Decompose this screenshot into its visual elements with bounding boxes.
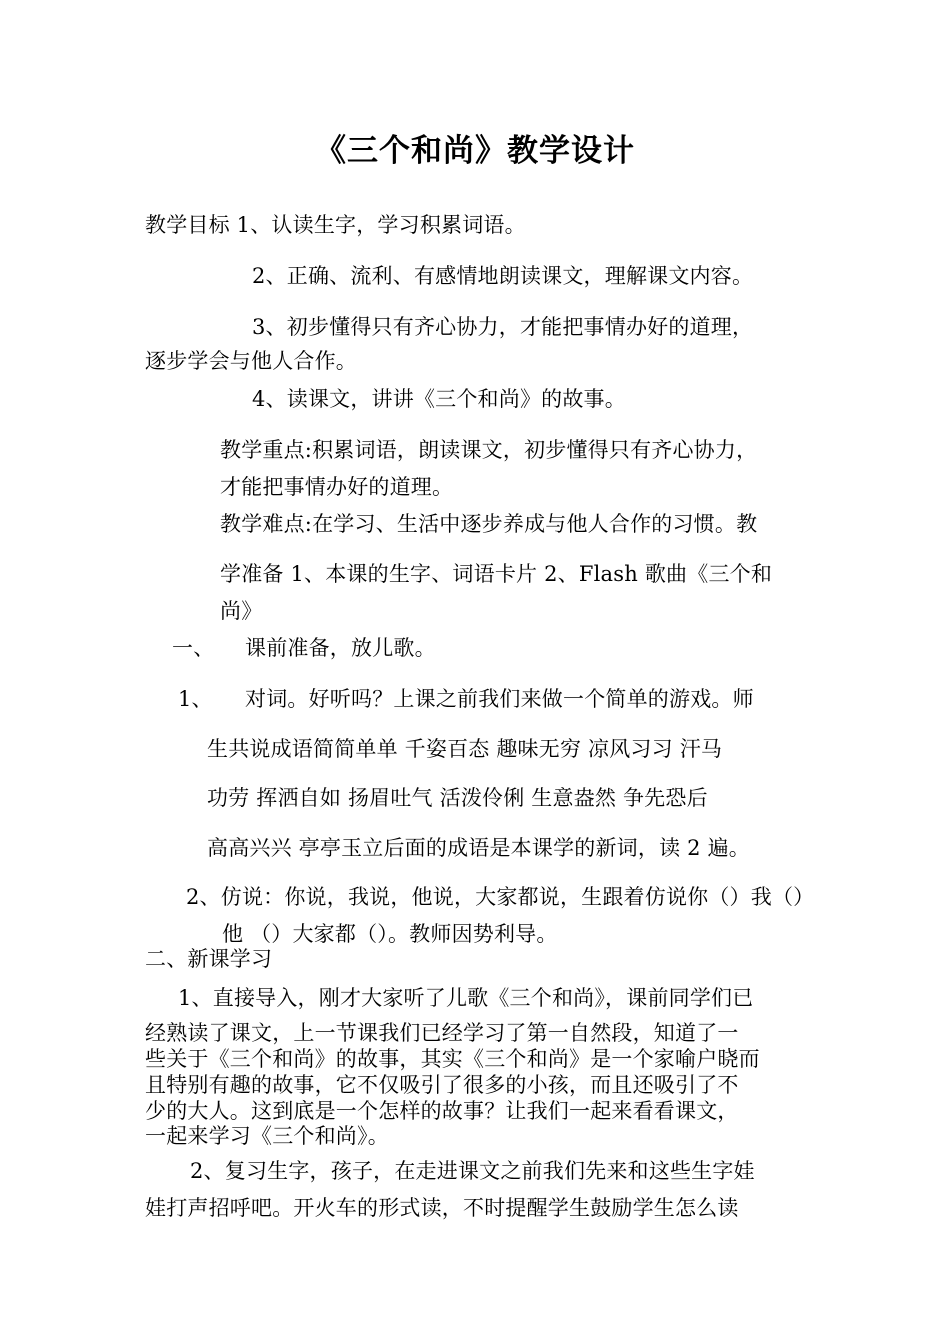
item-1-line-4: 高高兴兴 亭亭玉立后面的成语是本课学的新词，读 2 遍。	[207, 836, 750, 860]
item-1-line-3: 功劳 挥洒自如 扬眉吐气 活泼伶俐 生意盎然 争先恐后	[207, 786, 708, 810]
preparation-line: 学准备 1、本课的生字、词语卡片 2、Flash 歌曲《三个和	[220, 562, 773, 586]
item-1-line-2: 生共说成语简简单单 千姿百态 趣味无穷 凉风习习 汗马	[207, 737, 723, 761]
para-1-line-5: 少的大人。这到底是一个怎样的故事？让我们一起来看看课文，	[145, 1099, 739, 1123]
item-2-line-1: 2、仿说：你说，我说，他说，大家都说，生跟着仿说你（）我（）	[186, 885, 815, 909]
para-1-line-2: 经熟读了课文，上一节课我们已经学习了第一自然段，知道了一	[145, 1021, 739, 1045]
para-1-line-3: 些关于《三个和尚》的故事，其实《三个和尚》是一个家喻户晓而	[145, 1047, 760, 1071]
difficulty-line: 教学难点:在学习、生活中逐步养成与他人合作的习惯。教	[220, 512, 758, 536]
document-title: 《三个和尚》教学设计	[315, 133, 635, 169]
item-1-number: 1、	[178, 687, 213, 711]
key-point-line-2: 才能把事情办好的道理。	[220, 475, 454, 499]
para-2-line-2: 娃打声招呼吧。开火车的形式读，不时提醒学生鼓励学生怎么读	[145, 1196, 739, 1220]
para-1-line-6: 一起来学习《三个和尚》。	[145, 1124, 389, 1148]
goal-line-1: 教学目标 1、认读生字，学习积累词语。	[145, 213, 526, 237]
section-1-heading: 课前准备，放儿歌。	[245, 636, 436, 660]
goal-line-3: 3、初步懂得只有齐心协力，才能把事情办好的道理，	[252, 315, 754, 339]
item-2-line-2: 他 （）大家都（）。教师因势利导。	[222, 922, 558, 946]
key-point-line-1: 教学重点:积累词语，朗读课文，初步懂得只有齐心协力，	[220, 438, 758, 462]
goal-line-3-cont: 逐步学会与他人合作。	[145, 349, 357, 373]
para-1-line-4: 且特别有趣的故事，它不仅吸引了很多的小孩，而且还吸引了不	[145, 1073, 739, 1097]
section-2-heading: 二、新课学习	[145, 947, 273, 971]
goal-line-2: 2、正确、流利、有感情地朗读课文，理解课文内容。	[252, 264, 754, 288]
section-1-number: 一、	[172, 636, 215, 660]
para-1-line-1: 1、直接导入，刚才大家听了儿歌《三个和尚》，课前同学们已	[178, 986, 754, 1010]
preparation-line-cont: 尚》	[220, 599, 263, 623]
item-1-line-1: 对词。好听吗？上课之前我们来做一个简单的游戏。师	[245, 687, 754, 711]
para-2-line-1: 2、复习生字，孩子，在走进课文之前我们先来和这些生字娃	[190, 1159, 755, 1183]
goal-line-4: 4、读课文，讲讲《三个和尚》的故事。	[252, 387, 626, 411]
